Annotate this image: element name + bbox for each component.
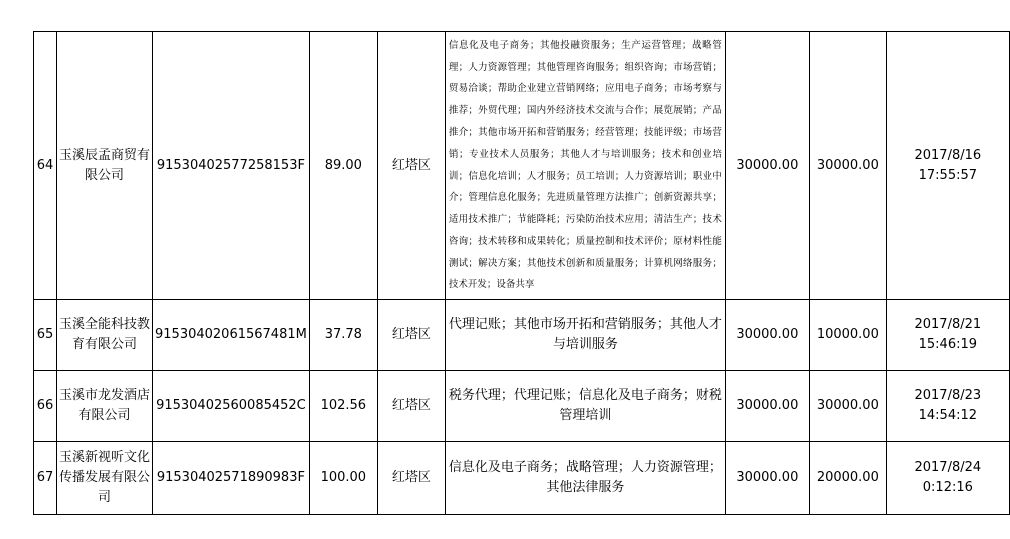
amount: 37.78 xyxy=(309,300,377,371)
datetime: 2017/8/16 17:55:57 xyxy=(886,32,1009,300)
enterprise-table xyxy=(33,31,1010,515)
row-number: 65 xyxy=(34,300,57,371)
credit-code: 91530402061567481M xyxy=(153,300,310,371)
business-scope: 信息化及电子商务；战略管理；人力资源管理；其他法律服务 xyxy=(445,442,725,515)
credit-code: 91530402571890983F xyxy=(153,442,310,515)
amount: 100.00 xyxy=(309,442,377,515)
table-row xyxy=(34,300,1010,371)
row-number: 64 xyxy=(34,32,57,300)
company-name: 玉溪市龙发酒店有限公司 xyxy=(57,371,153,442)
district: 红塔区 xyxy=(377,371,445,442)
table-row xyxy=(34,442,1010,515)
company-name: 玉溪新视听文化传播发展有限公司 xyxy=(57,442,153,515)
table-row xyxy=(34,32,1010,300)
district: 红塔区 xyxy=(377,300,445,371)
row-number: 67 xyxy=(34,442,57,515)
value-2: 30000.00 xyxy=(809,32,886,300)
value-1: 30000.00 xyxy=(725,371,809,442)
amount: 102.56 xyxy=(309,371,377,442)
credit-code: 91530402560085452C xyxy=(153,371,310,442)
row-number: 66 xyxy=(34,371,57,442)
value-1: 30000.00 xyxy=(725,32,809,300)
district: 红塔区 xyxy=(377,32,445,300)
value-1: 30000.00 xyxy=(725,300,809,371)
business-scope: 代理记账；其他市场开拓和营销服务；其他人才与培训服务 xyxy=(445,300,725,371)
value-1: 30000.00 xyxy=(725,442,809,515)
amount: 89.00 xyxy=(309,32,377,300)
datetime: 2017/8/21 15:46:19 xyxy=(886,300,1009,371)
value-2: 20000.00 xyxy=(809,442,886,515)
table-row xyxy=(34,371,1010,442)
business-scope: 税务代理；代理记账；信息化及电子商务；财税管理培训 xyxy=(445,371,725,442)
datetime: 2017/8/24 0:12:16 xyxy=(886,442,1009,515)
company-name: 玉溪辰孟商贸有限公司 xyxy=(57,32,153,300)
value-2: 10000.00 xyxy=(809,300,886,371)
datetime: 2017/8/23 14:54:12 xyxy=(886,371,1009,442)
credit-code: 91530402577258153F xyxy=(153,32,310,300)
company-name: 玉溪全能科技教育有限公司 xyxy=(57,300,153,371)
district: 红塔区 xyxy=(377,442,445,515)
value-2: 30000.00 xyxy=(809,371,886,442)
business-scope: 信息化及电子商务；其他投融资服务；生产运营管理；战略管理；人力资源管理；其他管理咨询服务；组织咨询；市场营销；贸易洽谈；帮助企业建立营销网络；应用电子商务；市场考察与推荐；外贸代理；国内外经济技术交流与合作；展览展销；产品推介；其他市场开拓和营销服务；经营管理；技能评级；市场营销；专业技术人员服务；其他人才与培训服务；技术和创业培训；信息化培训；人才服务；员工培训；人力资源培训；职业中介；管理信息化服务；先进质量管理方法推广；创新资源共享；适用技术推广；节能降耗；污染防治技术应用；清洁生产；技术咨询；技术转移和成果转化；质量控制和技术评价；原材料性能测试；解决方案；其他技术创新和质量服务；计算机网络服务；技术开发；设备共享 xyxy=(445,32,725,300)
